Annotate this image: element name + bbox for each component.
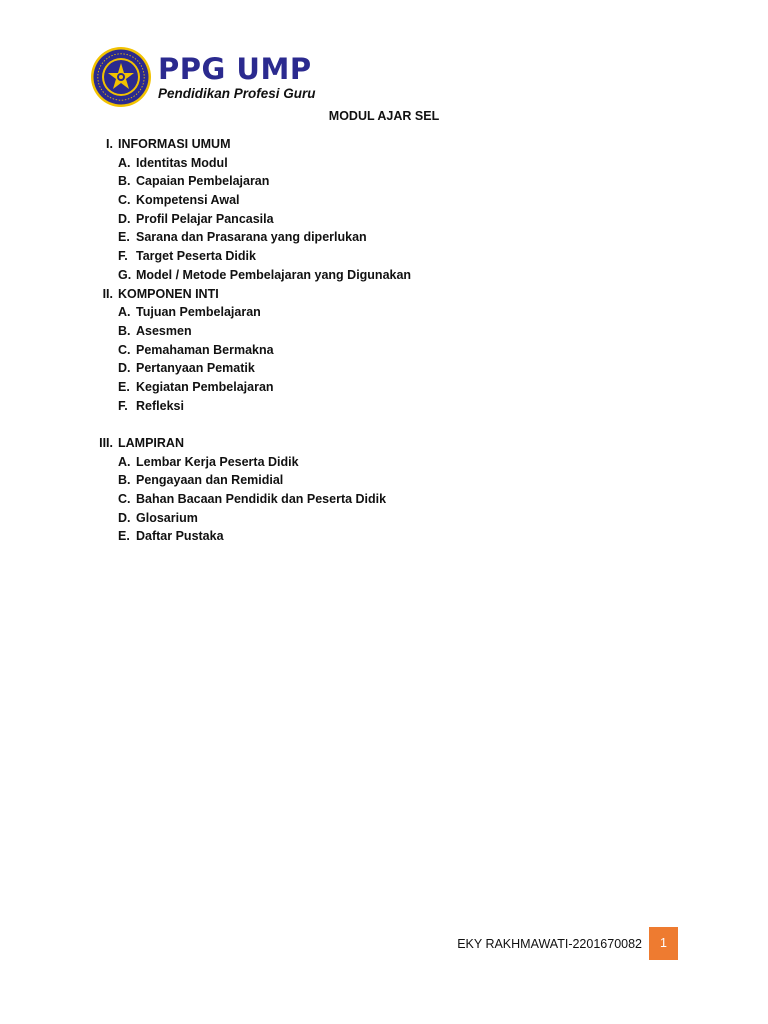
- header-logo: [90, 44, 316, 110]
- item-letter: C.: [118, 492, 131, 507]
- item-label: Refleksi: [136, 398, 184, 413]
- section-label: KOMPONEN INTI: [118, 286, 219, 301]
- item-label: Daftar Pustaka: [136, 529, 224, 544]
- item-letter: A.: [118, 454, 131, 469]
- item-label: Kompetensi Awal: [136, 193, 240, 208]
- document-title: MODUL AJAR SEL: [328, 109, 440, 123]
- section-number: I.: [106, 137, 113, 151]
- list-item: [0, 172, 768, 191]
- list-item: [0, 210, 768, 229]
- item-letter: B.: [118, 473, 131, 488]
- item-label: Capaian Pembelajaran: [136, 174, 270, 189]
- item-letter: G.: [118, 267, 132, 282]
- list-item: [0, 359, 768, 378]
- item-label: Tujuan Pembelajaran: [136, 305, 261, 320]
- item-letter: B.: [118, 323, 131, 338]
- brand-title: PPG UMP: [158, 51, 312, 86]
- list-item: [0, 322, 768, 341]
- list-item: [0, 266, 768, 285]
- item-letter: B.: [118, 174, 131, 189]
- item-letter: D.: [118, 211, 131, 226]
- item-letter: E.: [118, 230, 130, 245]
- item-letter: D.: [118, 510, 131, 525]
- section-number: III.: [99, 436, 113, 450]
- section-heading: [0, 135, 768, 154]
- list-item: [0, 247, 768, 266]
- list-item: [0, 378, 768, 397]
- item-letter: C.: [118, 342, 131, 357]
- item-label: Lembar Kerja Peserta Didik: [136, 454, 299, 469]
- item-letter: E.: [118, 379, 130, 394]
- list-item: [0, 509, 768, 528]
- item-label: Pertanyaan Pematik: [136, 361, 255, 376]
- item-label: Kegiatan Pembelajaran: [136, 379, 274, 394]
- list-item: [0, 527, 768, 546]
- item-letter: A.: [118, 155, 131, 170]
- item-letter: C.: [118, 193, 131, 208]
- section-spacer: [0, 415, 768, 434]
- section-label: LAMPIRAN: [118, 436, 184, 450]
- list-item: [0, 471, 768, 490]
- item-label: Model / Metode Pembelajaran yang Digunakan: [136, 267, 412, 282]
- item-label: Pengayaan dan Remidial: [136, 473, 284, 488]
- item-label: Sarana dan Prasarana yang diperlukan: [136, 230, 367, 245]
- list-item: [0, 397, 768, 416]
- table-of-contents: [0, 135, 768, 546]
- university-seal-icon: [90, 46, 152, 108]
- list-item: [0, 341, 768, 360]
- list-item: [0, 228, 768, 247]
- item-letter: F.: [118, 249, 128, 264]
- item-label: Glosarium: [136, 510, 198, 525]
- list-item: [0, 303, 768, 322]
- item-letter: A.: [118, 305, 131, 320]
- list-item: [0, 453, 768, 472]
- item-label: Profil Pelajar Pancasila: [136, 211, 274, 226]
- item-label: Target Peserta Didik: [136, 249, 256, 264]
- footer-author: EKY RAKHMAWATI-2201670082: [457, 937, 642, 951]
- item-letter: F.: [118, 398, 128, 413]
- item-letter: E.: [118, 529, 130, 544]
- brand-block: [158, 53, 316, 102]
- item-label: Bahan Bacaan Pendidik dan Peserta Didik: [136, 492, 387, 507]
- page-number-badge: 1: [649, 927, 678, 960]
- brand-subtitle: Pendidikan Profesi Guru: [158, 85, 316, 101]
- item-label: Asesmen: [136, 323, 192, 338]
- item-label: Identitas Modul: [136, 155, 228, 170]
- item-label: Pemahaman Bermakna: [136, 342, 274, 357]
- list-item: [0, 490, 768, 509]
- item-letter: D.: [118, 361, 131, 376]
- section-label: INFORMASI UMUM: [118, 137, 231, 151]
- list-item: [0, 154, 768, 173]
- section-heading: [0, 434, 768, 453]
- list-item: [0, 191, 768, 210]
- section-heading: [0, 285, 768, 304]
- section-number: II.: [102, 286, 113, 301]
